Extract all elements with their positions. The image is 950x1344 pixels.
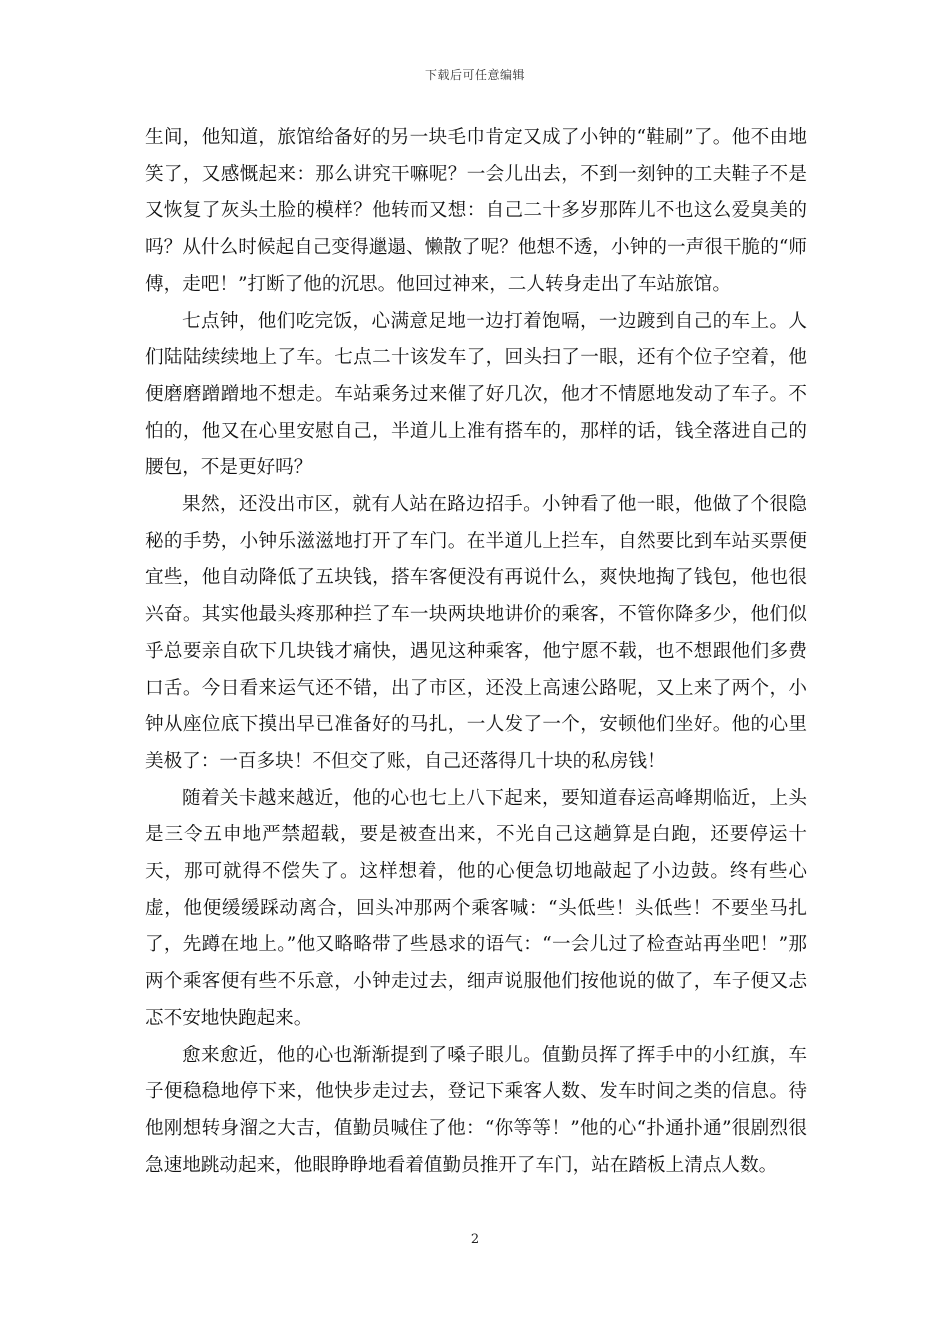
page-number: 2 (470, 1232, 480, 1247)
paragraph-3: 果然，还没出市区，就有人站在路边招手。小钟看了他一眼，他做了个很隐秘的手势，小钟乐滋滋地打开了车门。在半道儿上拦车，自然要比到车站买票便宜些，他自动降低了五块钱，搭车客便没有再说什么，爽快地掏了钱包，他也很兴奋。其实他最头疼那种拦了车一块两块地讲价的乘客，不管你降多少，他们似乎总要亲自砍下几块钱才痛快，遇见这种乘客，他宁愿不载，也不想跟他们多费口舌。今日看来运气还不错，出了市区，还没上高速公路呢，又上来了两个，小钟从座位底下摸出早已准备好的马扎，一人发了一个，安顿他们坐好。他的心里美极了：一百多块！不但交了账，自己还落得几十块的私房钱！ (145, 494, 807, 772)
paragraph-1: 生间，他知道，旅馆给备好的另一块毛巾肯定又成了小钟的“鞋刷”了。他不由地笑了，又感慨起来：那么讲究干嘛呢？一会儿出去，不到一刻钟的工夫鞋子不是又恢复了灰头土脸的模样？他转而又想：自己二十多岁那阵儿不也这么爱臭美的吗？从什么时候起自己变得邋遢、懒散了呢？他想不透，小钟的一声很干脆的“师傅，走吧！”打断了他的沉思。他回过神来，二人转身走出了车站旅馆。 (145, 127, 807, 295)
paragraph-4: 随着关卡越来越近，他的心也七上八下起来，要知道春运高峰期临近，上头是三令五申地严禁超载，要是被查出来，不光自己这趟算是白跑，还要停运十天，那可就得不偿失了。这样想着，他的心便急切地敲起了小边鼓。终有些心虚，他便缓缓踩动离合，回头冲那两个乘客喊：“头低些！头低些！不要坐马扎了，先蹲在地上。”他又略略带了些恳求的语气：“一会儿过了检查站再坐吧！”那两个乘客便有些不乐意，小钟走过去，细声说服他们按他说的做了，车子便又忐忑不安地快跑起来。 (145, 787, 807, 1029)
paragraph-2: 七点钟，他们吃完饭，心满意足地一边打着饱嗝，一边踱到自己的车上。人们陆陆续续地上了车。七点二十该发车了，回头扫了一眼，还有个位子空着，他便磨磨蹭蹭地不想走。车站乘务过来催了好几次，他才不情愿地发动了车子。不怕的，他又在心里安慰自己，半道儿上准有搭车的，那样的话，钱全落进自己的腰包，不是更好吗？ (145, 310, 807, 479)
paragraph-5: 愈来愈近，他的心也渐渐提到了嗓子眼儿。值勤员挥了挥手中的小红旗，车子便稳稳地停下来，他快步走过去，登记下乘客人数、发车时间之类的信息。待他刚想转身溜之大吉，值勤员喊住了他：“你等等！”他的心“扑通扑通”很剧烈很急速地跳动起来，他眼睁睁地看着值勤员推开了车门，站在踏板上清点人数。 (145, 1044, 807, 1176)
page-header: 下载后可任意编辑 (424, 68, 525, 82)
document-body (145, 120, 807, 1184)
